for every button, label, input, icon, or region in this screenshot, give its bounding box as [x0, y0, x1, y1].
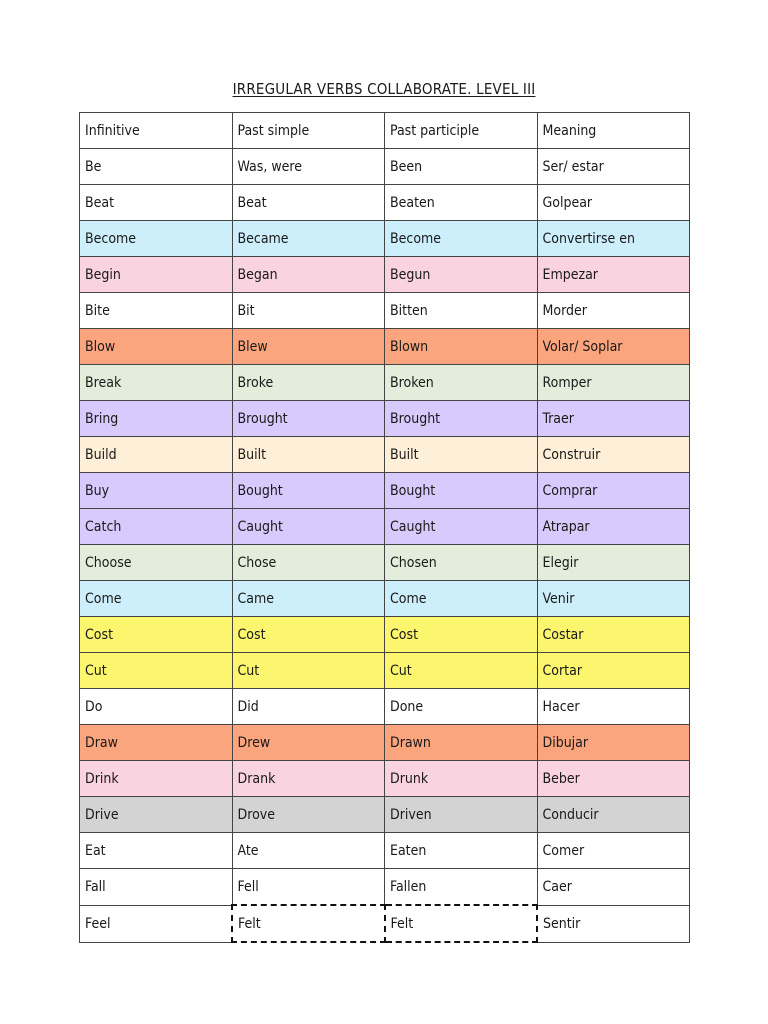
table-row [80, 905, 690, 942]
table-row [80, 329, 690, 365]
infinitive-cell: Become [80, 221, 233, 257]
infinitive-cell: Do [80, 689, 233, 725]
past-simple-cell: Caught [232, 509, 385, 545]
infinitive-cell: Fall [80, 869, 233, 906]
past-simple-cell: Brought [232, 401, 385, 437]
past-participle-cell: Bitten [385, 293, 538, 329]
infinitive-cell: Cut [80, 653, 233, 689]
meaning-cell: Golpear [537, 185, 690, 221]
meaning-cell: Beber [537, 761, 690, 797]
infinitive-cell: Eat [80, 833, 233, 869]
past-simple-cell: Drove [232, 797, 385, 833]
past-participle-cell: Drawn [385, 725, 538, 761]
table-row [80, 149, 690, 185]
table-row [80, 365, 690, 401]
past-simple-cell: Ate [232, 833, 385, 869]
meaning-cell: Venir [537, 581, 690, 617]
infinitive-cell: Draw [80, 725, 233, 761]
header-meaning: Meaning [537, 113, 690, 149]
table-row [80, 293, 690, 329]
meaning-cell: Comprar [537, 473, 690, 509]
infinitive-cell: Catch [80, 509, 233, 545]
document-title: IRREGULAR VERBS COLLABORATE. LEVEL III [232, 80, 536, 98]
meaning-cell: Morder [537, 293, 690, 329]
table-row [80, 185, 690, 221]
table-row [80, 617, 690, 653]
meaning-cell: Comer [537, 833, 690, 869]
meaning-cell: Volar/ Soplar [537, 329, 690, 365]
past-simple-cell: Beat [232, 185, 385, 221]
past-participle-cell: Cost [385, 617, 538, 653]
infinitive-cell: Be [80, 149, 233, 185]
past-participle-cell: Driven [385, 797, 538, 833]
table-row [80, 869, 690, 906]
table-header-row [80, 113, 690, 149]
past-simple-cell: Drank [232, 761, 385, 797]
past-simple-cell: Cut [232, 653, 385, 689]
meaning-cell: Costar [537, 617, 690, 653]
infinitive-cell: Build [80, 437, 233, 473]
past-participle-cell: Fallen [385, 869, 538, 906]
infinitive-cell: Beat [80, 185, 233, 221]
past-simple-cell: Chose [232, 545, 385, 581]
meaning-cell: Cortar [537, 653, 690, 689]
header-infinitive: Infinitive [80, 113, 233, 149]
infinitive-cell: Drive [80, 797, 233, 833]
past-participle-cell: Bought [385, 473, 538, 509]
past-participle-cell: Cut [385, 653, 538, 689]
past-simple-cell: Began [232, 257, 385, 293]
table-row [80, 221, 690, 257]
infinitive-cell: Choose [80, 545, 233, 581]
meaning-cell: Sentir [537, 905, 690, 942]
past-simple-cell: Built [232, 437, 385, 473]
past-participle-cell: Become [385, 221, 538, 257]
past-participle-cell: Eaten [385, 833, 538, 869]
past-participle-cell: Caught [385, 509, 538, 545]
table-row [80, 545, 690, 581]
past-participle-cell: Done [385, 689, 538, 725]
infinitive-cell: Cost [80, 617, 233, 653]
infinitive-cell: Buy [80, 473, 233, 509]
past-simple-cell: Bit [232, 293, 385, 329]
past-simple-cell: Felt [232, 905, 385, 942]
infinitive-cell: Bring [80, 401, 233, 437]
meaning-cell: Construir [537, 437, 690, 473]
table-row [80, 509, 690, 545]
past-simple-cell: Blew [232, 329, 385, 365]
table-row [80, 761, 690, 797]
infinitive-cell: Feel [80, 905, 233, 942]
table-row [80, 833, 690, 869]
table-row [80, 437, 690, 473]
past-simple-cell: Fell [232, 869, 385, 906]
past-simple-cell: Drew [232, 725, 385, 761]
past-simple-cell: Bought [232, 473, 385, 509]
infinitive-cell: Bite [80, 293, 233, 329]
table-row [80, 401, 690, 437]
irregular-verbs-table [79, 112, 690, 943]
infinitive-cell: Drink [80, 761, 233, 797]
past-simple-cell: Broke [232, 365, 385, 401]
infinitive-cell: Blow [80, 329, 233, 365]
header-past-participle: Past participle [385, 113, 538, 149]
infinitive-cell: Come [80, 581, 233, 617]
past-participle-cell: Broken [385, 365, 538, 401]
meaning-cell: Conducir [537, 797, 690, 833]
past-simple-cell: Cost [232, 617, 385, 653]
table-row [80, 257, 690, 293]
meaning-cell: Dibujar [537, 725, 690, 761]
past-participle-cell: Felt [385, 905, 538, 942]
past-participle-cell: Chosen [385, 545, 538, 581]
table-body [80, 113, 690, 943]
table-row [80, 581, 690, 617]
past-simple-cell: Was, were [232, 149, 385, 185]
past-participle-cell: Built [385, 437, 538, 473]
table-row [80, 725, 690, 761]
meaning-cell: Caer [537, 869, 690, 906]
past-participle-cell: Come [385, 581, 538, 617]
past-participle-cell: Begun [385, 257, 538, 293]
past-participle-cell: Brought [385, 401, 538, 437]
past-simple-cell: Came [232, 581, 385, 617]
header-past-simple: Past simple [232, 113, 385, 149]
past-participle-cell: Beaten [385, 185, 538, 221]
past-participle-cell: Been [385, 149, 538, 185]
past-participle-cell: Drunk [385, 761, 538, 797]
meaning-cell: Convertirse en [537, 221, 690, 257]
meaning-cell: Atrapar [537, 509, 690, 545]
meaning-cell: Romper [537, 365, 690, 401]
infinitive-cell: Break [80, 365, 233, 401]
table-row [80, 689, 690, 725]
table-row [80, 653, 690, 689]
meaning-cell: Traer [537, 401, 690, 437]
meaning-cell: Elegir [537, 545, 690, 581]
infinitive-cell: Begin [80, 257, 233, 293]
meaning-cell: Empezar [537, 257, 690, 293]
table-row [80, 797, 690, 833]
meaning-cell: Ser/ estar [537, 149, 690, 185]
past-simple-cell: Became [232, 221, 385, 257]
past-simple-cell: Did [232, 689, 385, 725]
meaning-cell: Hacer [537, 689, 690, 725]
table-row [80, 473, 690, 509]
past-participle-cell: Blown [385, 329, 538, 365]
